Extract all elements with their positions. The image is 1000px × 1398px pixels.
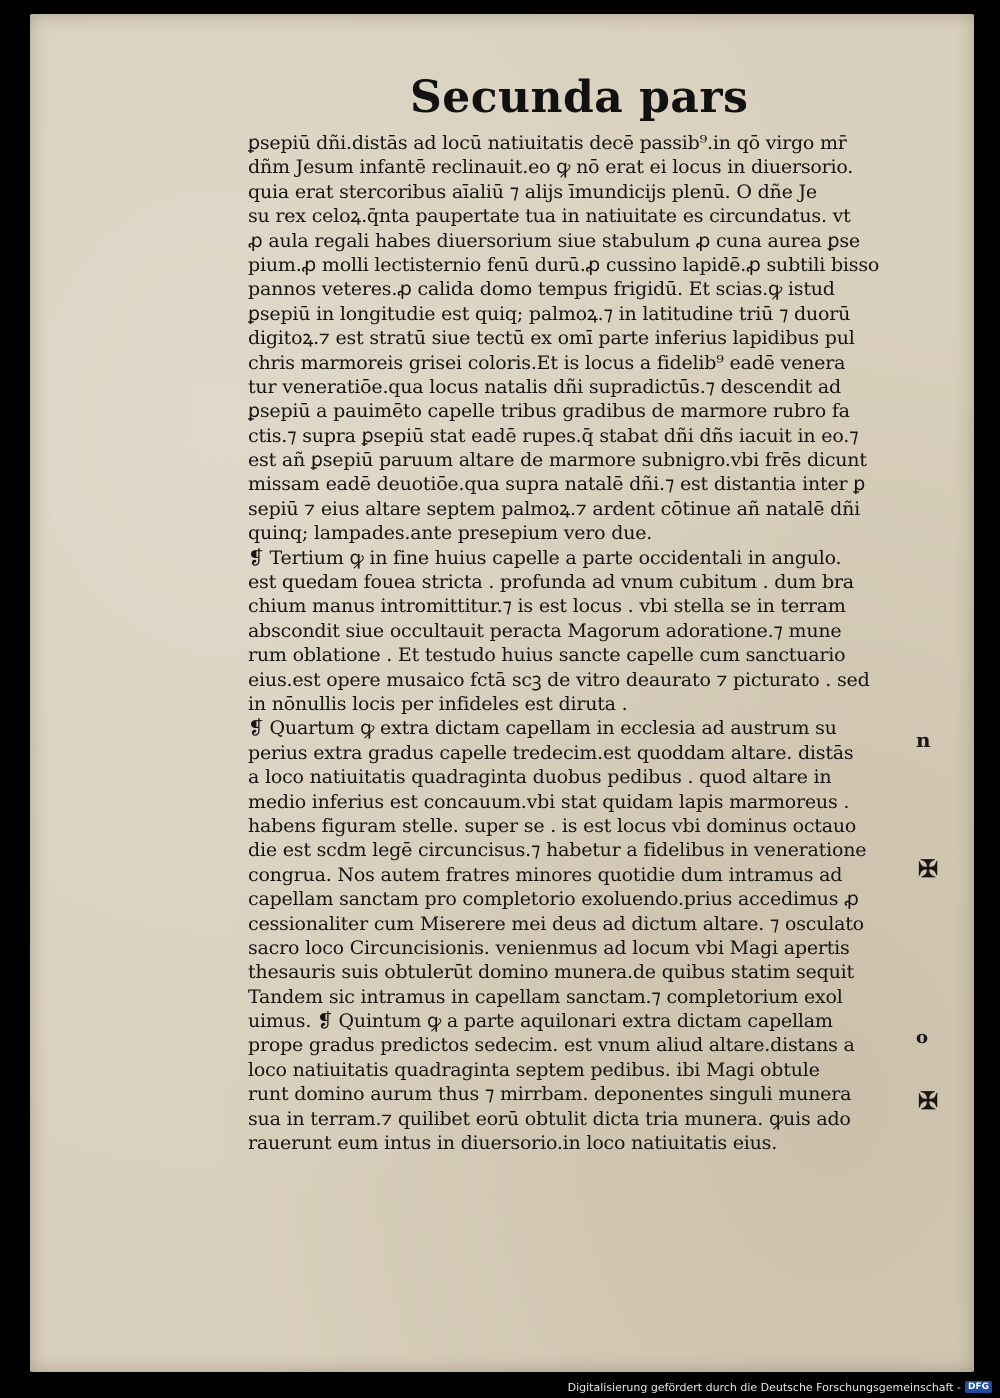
text-line: ❡ Quartum ꝙ extra dictam capellam in ecclesia ad austrum su (248, 717, 837, 740)
text-block (248, 131, 908, 1155)
text-line: sacro loco Circuncisionis. venienmus ad locum vbi Magi apertis (248, 936, 850, 959)
text-line: thesauris suis obtulerūt domino munera.de quibus statim sequit (248, 961, 854, 984)
text-line: ❡ Tertium ꝙ in fine huius capelle a parte occidentali in angulo. (248, 546, 842, 569)
text-line: digitoꝝ.⁊ est stratū siue tectū ex omī parte inferius lapidibus pul (248, 327, 855, 350)
text-line: prope gradus predictos sedecim. est vnum aliud altare.distans a (248, 1034, 855, 1057)
text-line: in nōnullis locis per infideles est diruta . (248, 692, 628, 715)
text-line: su rex celoꝝ.q̄nta paupertate tua in natiuitate es circundatus. vt (248, 205, 851, 228)
text-line: runt domino aurum thus ⁊ mirrbam. deponentes singuli munera (248, 1083, 852, 1106)
text-line: pannos veteres.ꝓ calida domo tempus frigidū. Et scias.ꝙ istud (248, 278, 835, 301)
text-line: congrua. Nos autem fratres minores quotidie dum intramus ad (248, 863, 843, 886)
running-head: Secunda pars (410, 72, 749, 123)
text-line: capellam sanctam pro completorio exoluendo.prius accedimus ꝓ (248, 888, 859, 911)
text-line: rauerunt eum intus in diuersorio.in loco natiuitatis eius. (248, 1132, 778, 1155)
text-line: quinq; lampades.ante presepium vero due. (248, 522, 653, 545)
marginal-cross-icon: ✠ (918, 1086, 939, 1115)
text-line: ꝑsepiū dñi.distās ad locū natiuitatis decē passib⁹.in qō virgo mr̄ (248, 132, 847, 154)
text-line: sua in terram.⁊ quilibet eorū obtulit dicta tria munera. ꝙuis ado (248, 1107, 851, 1130)
text-line: chium manus intromittitur.⁊ is est locus . vbi stella se in terram (248, 595, 846, 618)
text-line: cessionaliter cum Miserere mei deus ad dictum altare. ⁊ osculato (248, 912, 864, 935)
text-line: abscondit siue occultauit peracta Magorum adoratione.⁊ mune (248, 619, 842, 642)
footer (568, 1379, 992, 1395)
text-line: Tandem sic intramus in capellam sanctam.⁊ completorium exol (248, 985, 843, 1008)
text-line: loco natiuitatis quadraginta septem pedibus. ibi Magi obtule (248, 1058, 820, 1081)
marginal-letter-o: o (916, 1027, 929, 1048)
text-line: quia erat stercoribus aīaliū ⁊ alijs īmundicijs plenū. O dñe Je (248, 180, 817, 203)
text-line: uimus. ❡ Quintum ꝙ a parte aquilonari extra dictam capellam (248, 1010, 833, 1033)
text-line: perius extra gradus capelle tredecim.est quoddam altare. distās (248, 741, 854, 764)
text-line: ꝑsepiū a pauimēto capelle tribus gradibus de marmore rubro fa (248, 400, 850, 423)
marginal-letter-n: n (916, 728, 931, 752)
marginal-cross-icon: ✠ (918, 854, 939, 883)
text-line: habens figuram stelle. super se . is est locus vbi dominus octauo (248, 814, 857, 837)
text-line: sepiū ⁊ eius altare septem palmoꝝ.⁊ ardent cōtinue añ natalē dñi (248, 497, 860, 520)
text-line: die est scdm legē circuncisus.⁊ habetur a fidelibus in veneratione (248, 839, 867, 862)
text-line: pium.ꝓ molli lectisternio fenū durū.ꝓ cussino lapidē.ꝓ subtili bisso (248, 253, 880, 276)
text-line: dñm Jesum infantē reclinauit.eo ꝙ nō erat ei locus in diuersorio. (248, 156, 854, 179)
text-line: est añ ꝑsepiū paruum altare de marmore subnigro.vbi frēs dicunt (248, 449, 867, 472)
text-line: medio inferius est concauum.vbi stat quidam lapis marmoreus . (248, 790, 850, 813)
footer-credit: Digitalisierung gefördert durch die Deutsche Forschungsgemeinschaft - (567, 1380, 961, 1394)
text-line: rum oblatione . Et testudo huius sancte capelle cum sanctuario (248, 644, 846, 667)
text-line: ctis.⁊ supra ꝑsepiū stat eadē rupes.q̄ stabat dñi dñs iacuit in eo.⁊ (248, 424, 859, 447)
text-line: a loco natiuitatis quadraginta duobus pedibus . quod altare in (248, 766, 832, 789)
text-line: ꝑsepiū in longitudie est quiq; palmoꝝ.⁊ in latitudine triū ⁊ duorū (248, 302, 851, 325)
text-line: est quedam fouea stricta . profunda ad vnum cubitum . dum bra (248, 571, 854, 594)
text-line: tur veneratiōe.qua locus natalis dñi supradictūs.⁊ descendit ad (248, 375, 841, 398)
text-line: ꝓ aula regali habes diuersorium siue stabulum ꝓ cuna aurea ꝑse (248, 229, 860, 252)
dfg-logo-icon: DFG (965, 1381, 992, 1393)
text-line: eius.est opere musaico fctā scꝫ de vitro deaurato ⁊ picturato . sed (248, 668, 870, 691)
text-line: chris marmoreis grisei coloris.Et is locus a fidelib⁹ eadē venera (248, 351, 846, 374)
text-line: missam eadē deuotiōe.qua supra natalē dñi.⁊ est distantia inter ꝑ (248, 473, 866, 496)
